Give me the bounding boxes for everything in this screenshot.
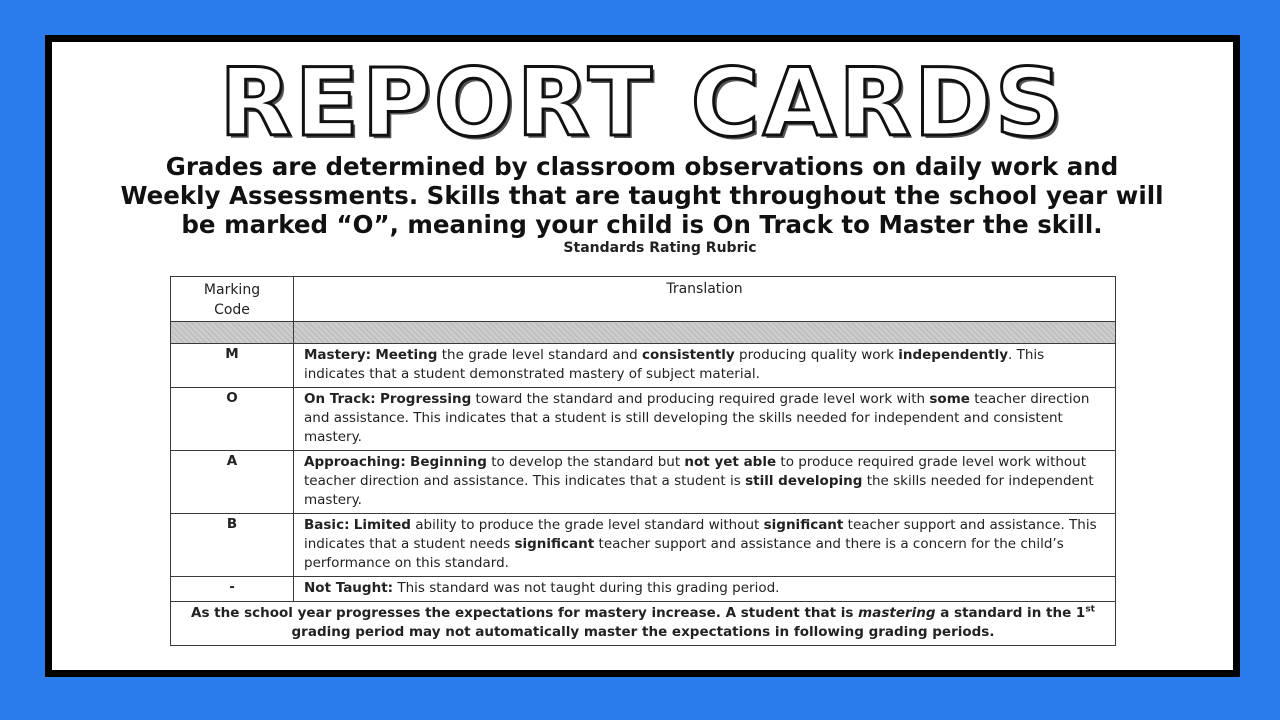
shaded-cell-code <box>171 322 294 344</box>
translation-text: On Track: Progressing toward the standard and producing required grade level work with some teacher direction and assistance. This indicates that a student is still developing the skills needed for independent and consistent mastery. <box>294 388 1116 451</box>
slide-page <box>52 42 1233 670</box>
rubric-note: As the school year progresses the expectations for mastery increase. A student that is mastering a standard in the 1st grading period may not automatically master the expectations in following grading periods. <box>171 602 1116 646</box>
marking-code: B <box>171 514 294 577</box>
rubric-table <box>170 276 1116 646</box>
rubric-row-a <box>171 451 1116 514</box>
intro-line-2: Weekly Assessments. Skills that are taught throughout the school year will <box>120 181 1164 210</box>
shaded-row <box>171 322 1116 344</box>
intro-paragraph <box>72 152 1212 239</box>
translation-text: Basic: Limited ability to produce the grade level standard without significant teacher support and assistance. This indicates that a student needs significant teacher support and assistance and there is a concern for the child’s performance on this standard. <box>294 514 1116 577</box>
translation-text: Approaching: Beginning to develop the standard but not yet able to produce required grade level work without teacher direction and assistance. This indicates that a student is still developing the skills needed for independent mastery. <box>294 451 1116 514</box>
header-code-line-2: Code <box>214 302 250 318</box>
header-code-line-1: Marking <box>203 282 261 298</box>
intro-line-1: Grades are determined by classroom observations on daily work and <box>165 152 1119 181</box>
translation-text: Not Taught: This standard was not taught during this grading period. <box>294 577 1116 602</box>
marking-code: M <box>171 344 294 388</box>
intro-line-3: be marked “O”, meaning your child is On Track to Master the skill. <box>181 210 1103 239</box>
rubric-title: Standards Rating Rubric <box>563 240 757 256</box>
rubric-row-o <box>171 388 1116 451</box>
marking-code: A <box>171 451 294 514</box>
rubric-row-b <box>171 514 1116 577</box>
rubric-note-row <box>171 602 1116 646</box>
rubric-row-not-taught <box>171 577 1116 602</box>
shaded-cell-translation <box>294 322 1116 344</box>
rubric-row-m <box>171 344 1116 388</box>
translation-text: Mastery: Meeting the grade level standard and consistently producing quality work independently. This indicates that a student demonstrated mastery of subject material. <box>294 344 1116 388</box>
marking-code: O <box>171 388 294 451</box>
header-translation: Translation <box>294 277 1116 322</box>
header-marking-code <box>171 277 294 322</box>
marking-code: - <box>171 577 294 602</box>
rubric-header-row <box>171 277 1116 322</box>
black-frame <box>45 35 1240 677</box>
page-title: REPORT CARDS <box>219 49 1066 158</box>
